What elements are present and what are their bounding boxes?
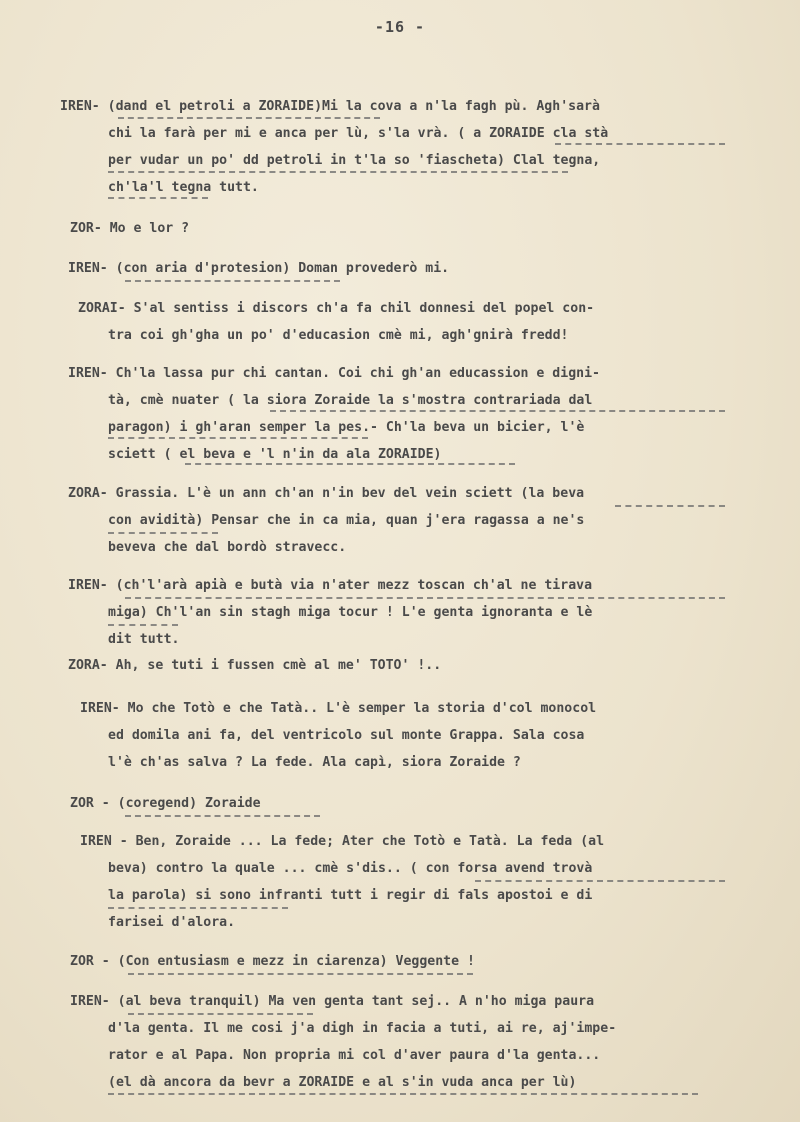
underline-mark xyxy=(128,973,473,975)
text-line: per vudar un po' dd petroli in t'la so 'fiascheta) Clal tegna, xyxy=(108,153,601,168)
text-line: IREN- (al beva tranquil) Ma ven genta tant sej.. A n'ho miga paura xyxy=(70,994,595,1009)
underline-mark xyxy=(108,532,218,534)
text-line: IREN- (dand el petroli a ZORAIDE)Mi la cova a n'la fagh pù. Agh'sarà xyxy=(60,99,600,114)
underline-mark xyxy=(125,815,320,817)
speech-zoraide-4 xyxy=(68,652,738,679)
text-line: (el dà ancora da bevr a ZORAIDE e al s'in vuda anca per lù) xyxy=(108,1075,577,1090)
underline-mark xyxy=(125,280,340,282)
text-line: l'è ch'as salva ? La fede. Ala capì, siora Zoraide ? xyxy=(108,755,521,770)
text-line: IREN- Ch'la lassa pur chi cantan. Coi chi gh'an educassion e digni- xyxy=(68,366,600,381)
underline-mark xyxy=(108,1093,698,1095)
text-line: paragon) i gh'aran semper la pes.- Ch'la beva un bicier, l'è xyxy=(108,420,585,435)
text-line: beva) contro la quale ... cmè s'dis.. ( con forsa avend trovà xyxy=(108,861,593,876)
text-line: sciett ( el beva e 'l n'in da ala ZORAIDE) xyxy=(108,447,442,462)
speech-zoraide-5 xyxy=(70,790,740,817)
underline-mark xyxy=(185,463,515,465)
speech-zoraide-2 xyxy=(78,295,748,349)
underline-mark xyxy=(125,597,725,599)
underline-mark xyxy=(615,505,725,507)
underline-mark xyxy=(108,197,208,199)
underline-mark xyxy=(108,437,368,439)
text-line: ZOR- Mo e lor ? xyxy=(70,221,190,236)
text-line: IREN - Ben, Zoraide ... La fede; Ater che Totò e Tatà. La feda (al xyxy=(80,834,605,849)
speech-zoraide-1 xyxy=(70,215,740,242)
text-line: dit tutt. xyxy=(108,632,180,647)
underline-mark xyxy=(108,171,568,173)
speech-zoraide-3 xyxy=(68,480,738,561)
underline-mark xyxy=(128,1013,313,1015)
text-line: miga) Ch'l'an sin stagh miga tocur ! L'e genta ignoranta e lè xyxy=(108,605,593,620)
text-line: tà, cmè nuater ( la siora Zoraide la s'mostra contrariada dal xyxy=(108,393,593,408)
speech-zoraide-6 xyxy=(70,948,740,975)
text-line: ZORAI- S'al sentiss i discors ch'a fa chil donnesi del popel con- xyxy=(78,301,595,316)
text-line: IREN- (ch'l'arà apià e butà via n'ater mezz toscan ch'al ne tirava xyxy=(68,578,593,593)
speech-irene-7 xyxy=(70,988,740,1096)
text-line: IREN- (con aria d'protesion) Doman provederò mi. xyxy=(68,261,450,276)
underline-mark xyxy=(555,143,725,145)
underline-mark xyxy=(108,624,178,626)
text-line: ZOR - (coregend) Zoraide xyxy=(70,796,261,811)
text-line: rator e al Papa. Non propria mi col d'aver paura d'la genta... xyxy=(108,1048,601,1063)
speech-irene-2 xyxy=(68,255,738,282)
speech-irene-4 xyxy=(68,572,738,653)
text-line: ed domila ani fa, del ventricolo sul monte Grappa. Sala cosa xyxy=(108,728,585,743)
text-line: beveva che dal bordò stravecc. xyxy=(108,540,347,555)
underline-mark xyxy=(270,410,725,412)
speech-irene-1 xyxy=(60,93,730,201)
text-line: d'la genta. Il me cosi j'a digh in facia a tuti, ai re, aj'impe- xyxy=(108,1021,617,1036)
text-line: ZORA- Ah, se tuti i fussen cmè al me' TOTO' !.. xyxy=(68,658,442,673)
text-line: la parola) si sono infranti tutt i regir di fals apostoi e di xyxy=(108,888,593,903)
page-number: -16 - xyxy=(374,18,426,36)
underline-mark xyxy=(118,117,380,119)
underline-mark xyxy=(475,880,725,882)
text-line: con avidità) Pensar che in ca mia, quan j'era ragassa a ne's xyxy=(108,513,585,528)
text-line: ZOR - (Con entusiasm e mezz in ciarenza) Veggente ! xyxy=(70,954,475,969)
underline-mark xyxy=(108,907,288,909)
speech-irene-3 xyxy=(68,360,738,468)
speech-irene-5 xyxy=(80,695,750,776)
text-line: ZORA- Grassia. L'è un ann ch'an n'in bev del vein sciett (la beva xyxy=(68,486,585,501)
text-line: farisei d'alora. xyxy=(108,915,236,930)
text-line: ch'la'l tegna tutt. xyxy=(108,180,259,195)
text-line: IREN- Mo che Totò e che Tatà.. L'è semper la storia d'col monocol xyxy=(80,701,597,716)
text-line: tra coi gh'gha un po' d'educasion cmè mi, agh'gnirà fredd! xyxy=(108,328,569,343)
text-line: chi la farà per mi e anca per lù, s'la vrà. ( a ZORAIDE cla stà xyxy=(108,126,609,141)
speech-irene-6 xyxy=(80,828,750,936)
